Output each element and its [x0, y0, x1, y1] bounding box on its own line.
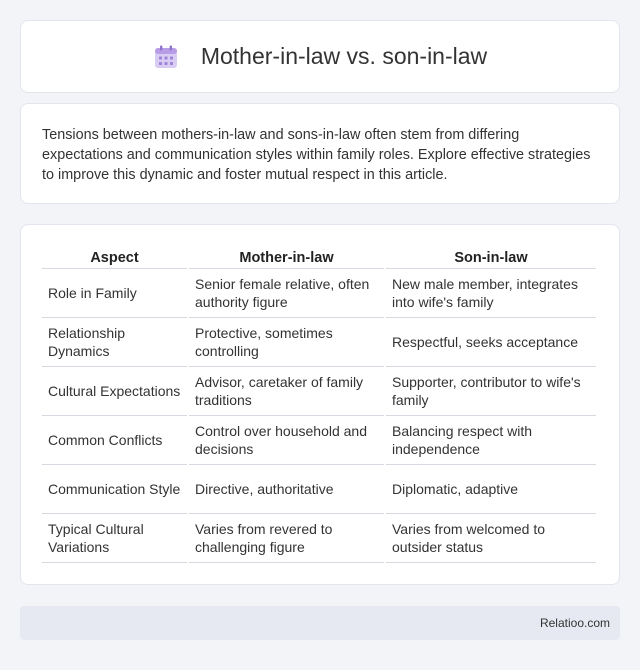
mother-in-law-cell: Control over household and decisions — [189, 416, 384, 465]
calendar-icon — [153, 44, 179, 70]
table-row — [42, 514, 596, 563]
table-row — [42, 318, 596, 367]
mother-in-law-cell: Senior female relative, often authority figure — [189, 269, 384, 318]
son-in-law-cell: Varies from welcomed to outsider status — [386, 514, 596, 563]
son-in-law-cell: Respectful, seeks acceptance — [386, 318, 596, 367]
aspect-cell: Role in Family — [42, 269, 187, 318]
mother-in-law-cell: Advisor, caretaker of family traditions — [189, 367, 384, 416]
aspect-cell: Typical Cultural Variations — [42, 514, 187, 563]
aspect-cell: Communication Style — [42, 465, 187, 514]
column-header-aspect: Aspect — [42, 245, 187, 269]
table-row — [42, 465, 596, 514]
mother-in-law-cell: Protective, sometimes controlling — [189, 318, 384, 367]
son-in-law-cell: Balancing respect with independence — [386, 416, 596, 465]
son-in-law-cell: Supporter, contributor to wife's family — [386, 367, 596, 416]
son-in-law-cell: New male member, integrates into wife's family — [386, 269, 596, 318]
table-card — [20, 224, 620, 585]
son-in-law-cell: Diplomatic, adaptive — [386, 465, 596, 514]
mother-in-law-cell: Directive, authoritative — [189, 465, 384, 514]
column-header-mother-in-law: Mother-in-law — [189, 245, 384, 269]
table-header-row — [42, 245, 596, 269]
table-row — [42, 269, 596, 318]
intro-card — [20, 103, 620, 204]
column-header-son-in-law: Son-in-law — [386, 245, 596, 269]
footer-bar — [20, 606, 620, 640]
title-card — [20, 20, 620, 93]
page-title: Mother-in-law vs. son-in-law — [200, 43, 488, 69]
aspect-cell: Common Conflicts — [42, 416, 187, 465]
aspect-cell: Cultural Expectations — [42, 367, 187, 416]
aspect-cell: Relationship Dynamics — [42, 318, 187, 367]
intro-text: Tensions between mothers-in-law and sons-in-law often stem from differing expectations and communication styles within family roles. Explore effective strategies to improve this dynamic and foster mutual respect in this article. — [42, 127, 591, 183]
comparison-table — [40, 245, 598, 563]
mother-in-law-cell: Varies from revered to challenging figure — [189, 514, 384, 563]
table-row — [42, 416, 596, 465]
footer-site-name: Relatioo.com — [539, 616, 610, 630]
table-row — [42, 367, 596, 416]
